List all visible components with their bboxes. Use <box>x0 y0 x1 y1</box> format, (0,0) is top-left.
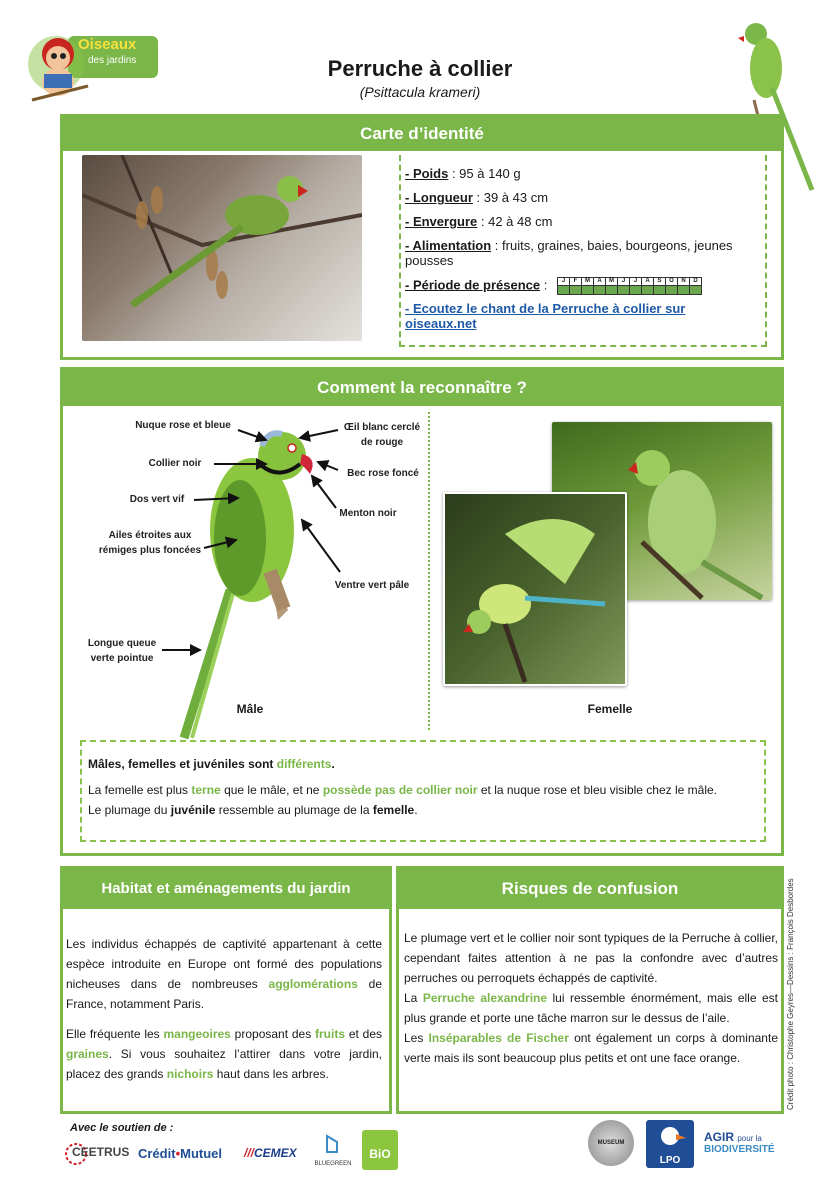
cemex-mark-icon: /// <box>244 1146 255 1160</box>
month-cell: J <box>617 278 629 286</box>
credit-mutuel-mark-icon: • <box>175 1146 181 1161</box>
confusion-paragraph-1: Le plumage vert et le collier noir sont typiques de la Perruche à collier, cependant faites attention à ne pas la confondre avec d’autres perruches ou perroquets échappés de captivité. <box>404 931 778 985</box>
logo-text-bottom: des jardins <box>88 55 137 66</box>
confusion-paragraph-2: La Perruche alexandrine lui ressemble énormément, mais elle est plus grande et porte une tâche marron sur le dessus de l’aile. <box>404 991 778 1025</box>
habitat-paragraph-2: Elle fréquente les mangeoires proposant des fruits et des graines. Si vous souhaitez l’attirer dans votre jardin, placez des grands nichoirs haut dans les arbres. <box>66 1027 382 1081</box>
habitat-paragraph-1: Les individus échappés de captivité appartenant à cette espèce introduite en Europe ont formé des populations nicheuses dans de nombreuses agglomérations de France, notamment Paris. <box>66 937 382 1011</box>
habitat-title: Habitat et aménagements du jardin <box>63 869 389 909</box>
logo-text-top: Oiseaux <box>78 36 137 53</box>
listen-song-link[interactable]: - Ecoutez le chant de la Perruche à collier sur oiseaux.net <box>405 301 686 331</box>
month-cell: F <box>569 278 581 286</box>
label-belly: Ventre vert pâle <box>334 580 410 591</box>
biodiversite-text: BIODIVERSITÉ <box>704 1144 775 1155</box>
puffin-icon <box>646 1120 694 1152</box>
month-cell: D <box>689 278 701 286</box>
length-field: - Longueur : 39 à 43 cm <box>405 190 549 205</box>
recognition-summary <box>88 757 758 817</box>
label-back: Dos vert vif <box>129 494 185 505</box>
agir-logo <box>704 1130 784 1155</box>
month-cell: A <box>593 278 605 286</box>
summary-line-1: Mâles, femelles et juvéniles sont différents. <box>88 757 335 771</box>
presence-field: - Période de présence : J F M A M J J A S O N D <box>405 277 755 295</box>
wingspan-field: - Envergure : 42 à 48 cm <box>405 214 553 229</box>
female-flying-icon <box>445 494 625 684</box>
label-tail: Longue queue verte pointue <box>87 638 157 664</box>
habitat-text <box>66 934 382 1094</box>
label-beak: Bec rose foncé <box>347 468 419 479</box>
sponsor-bluegreen: BLUEGREEN <box>308 1132 358 1172</box>
summary-line-2: La femelle est plus terne que le mâle, et ne possède pas de collier noir et la nuque rose et bleu visible chez le mâle. <box>88 783 718 797</box>
month-cell: S <box>653 278 665 286</box>
label-nape: Nuque rose et bleue <box>135 420 231 431</box>
bluegreen-icon <box>321 1132 345 1156</box>
page-title: Perruche à collier <box>327 56 513 81</box>
identity-title: Carte d’identité <box>63 117 781 151</box>
month-cell: A <box>641 278 653 286</box>
sponsor-cemex: ///CEMEX <box>244 1146 297 1160</box>
sponsor-credit-mutuel: Crédit•Mutuel <box>138 1146 223 1161</box>
month-cell: N <box>677 278 689 286</box>
label-chin: Menton noir <box>339 508 397 519</box>
lpo-logo: LPO <box>646 1120 694 1168</box>
confusion-paragraph-3: Les Inséparables de Fischer ont également un corps à dominante verte mais ils sont beaucoup plus petits et ont une face orange. <box>404 1031 778 1065</box>
confusion-title: Risques de confusion <box>399 869 781 909</box>
label-collar: Collier noir <box>148 458 202 469</box>
food-field: - Alimentation : fruits, graines, baies, bourgeons, jeunes pousses <box>405 238 733 268</box>
arrow-group <box>162 430 340 650</box>
label-eye: Œil blanc cerclé de rouge <box>343 422 421 448</box>
sponsor-bio: BiO <box>362 1130 398 1170</box>
month-cell: M <box>605 278 617 286</box>
weight-field: - Poids : 95 à 140 g <box>405 166 521 181</box>
female-photo-front <box>443 492 627 686</box>
museum-logo: MUSEUM <box>588 1120 634 1166</box>
summary-line-3: Le plumage du juvénile ressemble au plumage de la femelle. <box>88 803 418 817</box>
month-cell: J <box>557 278 569 286</box>
month-cell: J <box>629 278 641 286</box>
photo-credit: Crédit photo : Christophe Geyres—Dessins : François Desbordes <box>786 878 795 1110</box>
page-subtitle: (Psittacula krameri) <box>359 84 481 100</box>
recognition-title: Comment la reconnaître ? <box>63 370 781 406</box>
month-cell: O <box>665 278 677 286</box>
female-caption: Femelle <box>587 702 633 716</box>
agir-line: AGIR pour la <box>704 1130 762 1144</box>
male-caption: Mâle <box>236 702 264 716</box>
label-wings: Ailes étroites aux rémiges plus foncées <box>98 530 202 556</box>
sponsor-ceetrus: CEETRUS <box>64 1140 134 1170</box>
support-label: Avec le soutien de : <box>70 1122 174 1134</box>
confusion-text <box>404 928 778 1068</box>
month-cell: M <box>581 278 593 286</box>
